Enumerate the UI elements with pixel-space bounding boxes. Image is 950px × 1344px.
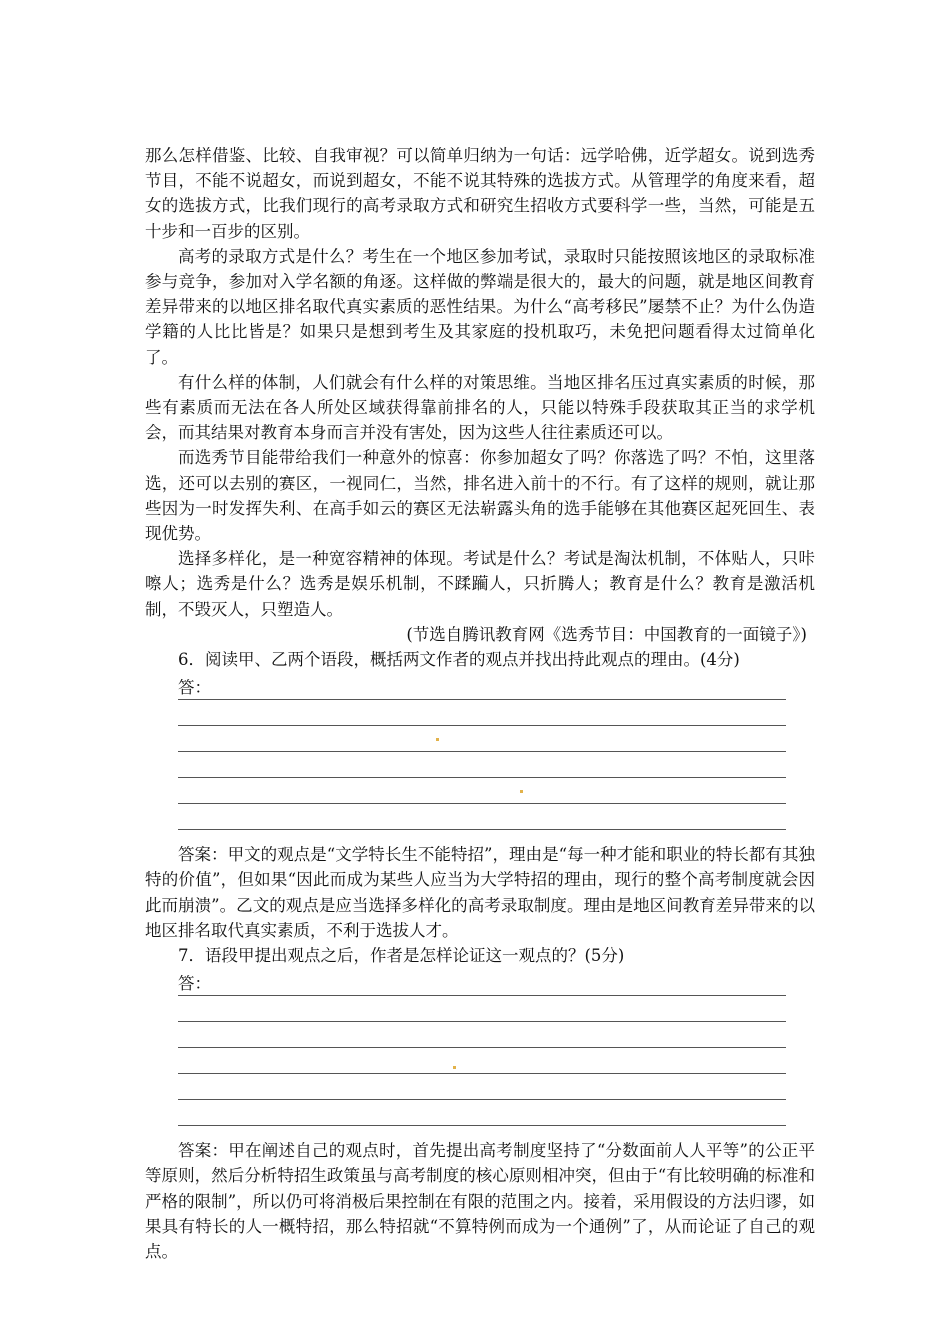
answer-line[interactable] — [178, 1100, 786, 1126]
answer-line[interactable] — [178, 970, 786, 996]
document-content — [145, 143, 815, 1264]
passage-paragraph-5: 选择多样化，是一种宽容精神的体现。考试是什么？考试是淘汰机制，不体贴人，只咔嚓人；选秀是什么？选秀是娱乐机制，不蹂躏人，只折腾人；教育是什么？教育是激活机制，不毁灭人，只塑造人。 — [145, 549, 815, 619]
scan-speck — [453, 1066, 456, 1069]
answer-line[interactable] — [178, 1074, 786, 1100]
passage-paragraph-4: 而选秀节目能带给我们一种意外的惊喜：你参加超女了吗？你落选了吗？不怕，这里落选，还可以去别的赛区，一视同仁，当然，排名进入前十的不行。有了这样的规则，就让那些因为一时发挥失利、在高手如云的赛区无法崭露头角的选手能够在其他赛区起死回生、表现优势。 — [145, 448, 815, 544]
spacer — [145, 830, 815, 842]
answer-line[interactable] — [178, 804, 786, 830]
question-7: 7．语段甲提出观点之后，作者是怎样论证这一观点的？(5分) — [178, 946, 625, 966]
answer-7-text: 答案：甲在阐述自己的观点时，首先提出高考制度坚持了“分数面前人人平等”的公正平等原则，然后分析特招生政策虽与高考制度的核心原则相冲突，但由于“有比较明确的标准和严格的限制”，所以仍可将消极后果控制在有限的范围之内。接着，采用假设的方法归谬，如果具有特长的人一概特招，那么特招就“不算特例而成为一个通例”了，从而论证了自己的观点。 — [145, 1141, 815, 1262]
answer-6-text: 答案：甲文的观点是“文学特长生不能特招”，理由是“每一种才能和职业的特长都有其独特的价值”，但如果“因此而成为某些人应当为大学特招的理由，现行的整个高考制度就会因此而崩溃”。乙文的观点是应当选择多样化的高考录取制度。理由是地区间教育差异带来的以地区排名取代真实素质，不利于选拔人才。 — [145, 845, 815, 940]
answer-line[interactable] — [178, 996, 786, 1022]
answer-label: 答： — [178, 973, 215, 995]
scan-speck — [520, 790, 523, 793]
question-6: 6．阅读甲、乙两个语段，概括两文作者的观点并找出持此观点的理由。(4分) — [178, 650, 740, 670]
passage-paragraph-3: 有什么样的体制，人们就会有什么样的对策思维。当地区排名压过真实素质的时候，那些有素质而无法在各人所处区域获得靠前排名的人，只能以特殊手段获取其正当的求学机会，而其结果对教育本身而言并没有害处，因为这些人往往素质还可以。 — [145, 372, 815, 443]
answer-area-7[interactable] — [178, 970, 786, 1126]
scan-speck — [436, 738, 439, 741]
answer-area-6[interactable] — [178, 674, 786, 830]
answer-line[interactable] — [178, 674, 786, 700]
answer-line[interactable] — [178, 1022, 786, 1048]
spacer — [145, 1126, 815, 1138]
answer-line[interactable] — [178, 778, 786, 804]
answer-line[interactable] — [178, 752, 786, 778]
passage-paragraph-2: 高考的录取方式是什么？考生在一个地区参加考试，录取时只能按照该地区的录取标准参与竞争，参加对入学名额的角逐。这样做的弊端是很大的，最大的问题，就是地区间教育差异带来的以地区排名取代真实素质的恶性结果。为什么“高考移民”屡禁不止？为什么伪造学籍的人比比皆是？如果只是想到考生及其家庭的投机取巧，未免把问题看得太过简单化了。 — [145, 246, 815, 367]
answer-line[interactable] — [178, 726, 786, 752]
passage-source: (节选自腾讯教育网《选秀节目：中国教育的一面镜子》) — [406, 624, 807, 644]
answer-label: 答： — [178, 677, 215, 699]
answer-line[interactable] — [178, 1048, 786, 1074]
passage-paragraph-1: 那么怎样借鉴、比较、自我审视？可以简单归纳为一句话：远学哈佛，近学超女。说到选秀节目，不能不说超女，而说到超女，不能不说其特殊的选拔方式。从管理学的角度来看，超女的选拔方式，比我们现行的高考录取方式和研究生招收方式要科学一些，当然，可能是五十步和一百步的区别。 — [145, 146, 815, 241]
answer-line[interactable] — [178, 700, 786, 726]
